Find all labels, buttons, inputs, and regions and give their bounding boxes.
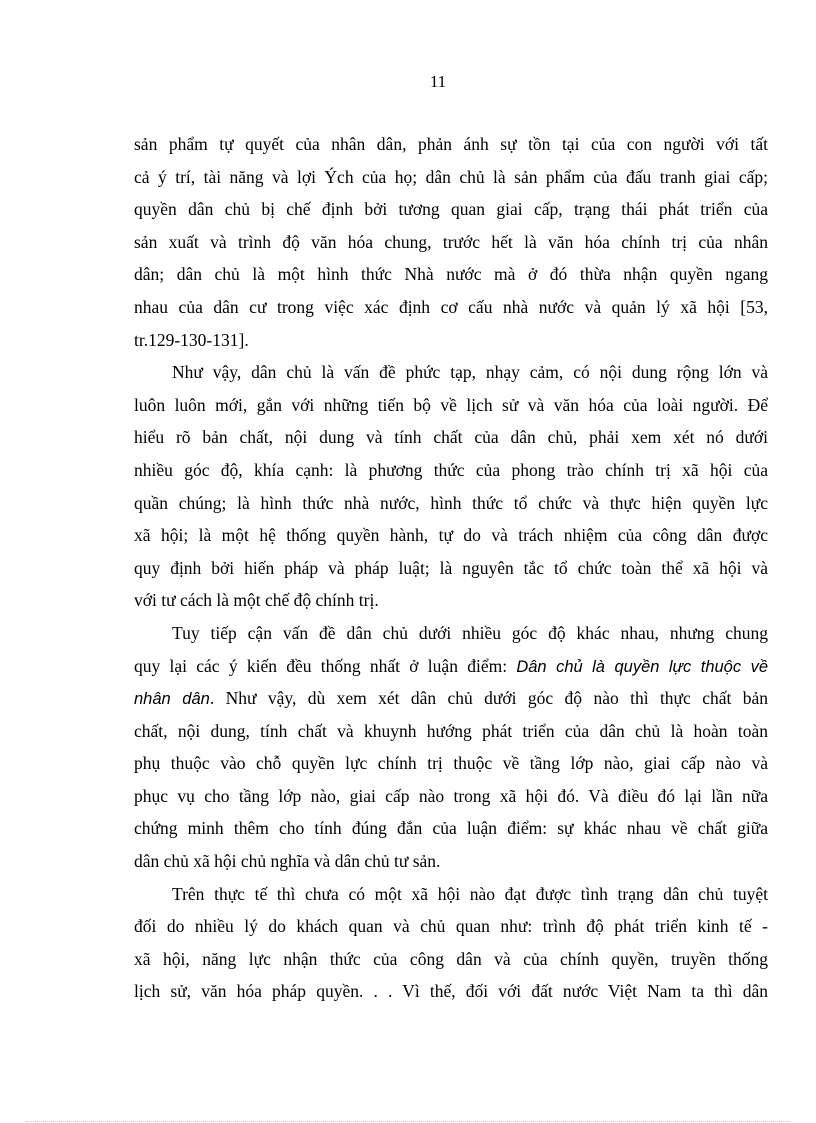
text-line: với tư cách là một chế độ chính trị.: [134, 590, 379, 611]
text-line: nhau của dân cư trong việc xác định cơ cấu nhà nước và quản lý xã hội [53,: [134, 296, 768, 317]
text-line: phục vụ cho tầng lớp nào, giai cấp nào trong xã hội đó. Và điều đó lại lần nữa: [134, 785, 768, 806]
paragraph-1: [134, 128, 768, 356]
text-line: hiểu rõ bản chất, nội dung và tính chất của dân chủ, phải xem xét nó dưới: [134, 427, 768, 448]
italic-quote: Dân chủ là quyền lực thuộc về: [516, 657, 768, 676]
text-line: nhiều góc độ, khía cạnh: là phương thức của phong trào chính trị xã hội của: [134, 459, 768, 480]
text-line: Trên thực tế thì chưa có một xã hội nào đạt được tình trạng dân chủ tuyệt: [172, 883, 768, 904]
text-line: xã hội, năng lực nhận thức của công dân và của chính quyền, truyền thống: [134, 948, 768, 969]
page-bottom-edge: [26, 1121, 790, 1122]
text-line: tr.129-130-131].: [134, 329, 249, 350]
text-line: sản xuất và trình độ văn hóa chung, trước hết là văn hóa chính trị của nhân: [134, 231, 768, 252]
document-body: [134, 128, 768, 1008]
italic-quote: nhân dân: [134, 690, 210, 709]
text-line: quy định bởi hiến pháp và pháp luật; là nguyên tắc tổ chức toàn thể xã hội và: [134, 557, 768, 578]
page-number: 11: [429, 72, 447, 91]
text-line: luôn luôn mới, gắn với những tiến bộ về lịch sử và văn hóa của loài người. Để: [134, 394, 768, 415]
paragraph-2: [134, 356, 768, 617]
text-line: sản phẩm tự quyết của nhân dân, phản ánh sự tồn tại của con người với tất: [134, 134, 768, 154]
text-line: quần chúng; là hình thức nhà nước, hình thức tổ chức và thực hiện quyền lực: [134, 492, 768, 513]
text-line: lịch sử, văn hóa pháp quyền. . . Vì thế, đối với đất nước Việt Nam ta thì dân: [134, 981, 768, 1002]
text-line: phụ thuộc vào chỗ quyền lực chính trị thuộc về tầng lớp nào, giai cấp nào và: [134, 753, 768, 774]
text-fragment: quy lại các ý kiến đều thống nhất ở luận điểm:: [134, 655, 517, 676]
text-line: đối do nhiều lý do khách quan và chủ quan như: trình độ phát triển kinh tế -: [134, 916, 768, 937]
text-line: Như vậy, dân chủ là vấn đề phức tạp, nhạy cảm, có nội dung rộng lớn và: [172, 362, 768, 383]
text-line: quyền dân chủ bị chế định bởi tương quan giai cấp, trạng thái phát triển của: [134, 199, 768, 220]
text-line: dân chủ xã hội chủ nghĩa và dân chủ tư sản.: [134, 851, 441, 872]
text-line: [134, 650, 768, 683]
text-line: xã hội; là một hệ thống quyền hành, tự do và trách nhiệm của công dân được: [134, 525, 768, 546]
text-line: Tuy tiếp cận vấn đề dân chủ dưới nhiều góc độ khác nhau, nhưng chung: [172, 622, 768, 643]
paragraph-3: [134, 617, 768, 878]
text-fragment: . Như vậy, dù xem xét dân chủ dưới góc độ nào thì thực chất bản: [209, 688, 768, 709]
text-line: cả ý trí, tài năng và lợi Ých của họ; dân chủ là sản phẩm của đấu tranh giai cấp;: [134, 166, 768, 187]
text-line: chứng minh thêm cho tính đúng đắn của luận điểm: sự khác nhau về chất giữa: [134, 818, 768, 839]
text-line: dân; dân chủ là một hình thức Nhà nước mà ở đó thừa nhận quyền ngang: [134, 264, 768, 285]
text-line: chất, nội dung, tính chất và khuynh hướng phát triển của dân chủ là hoàn toàn: [134, 720, 768, 741]
paragraph-4: [134, 878, 768, 1008]
text-line: [134, 682, 768, 715]
